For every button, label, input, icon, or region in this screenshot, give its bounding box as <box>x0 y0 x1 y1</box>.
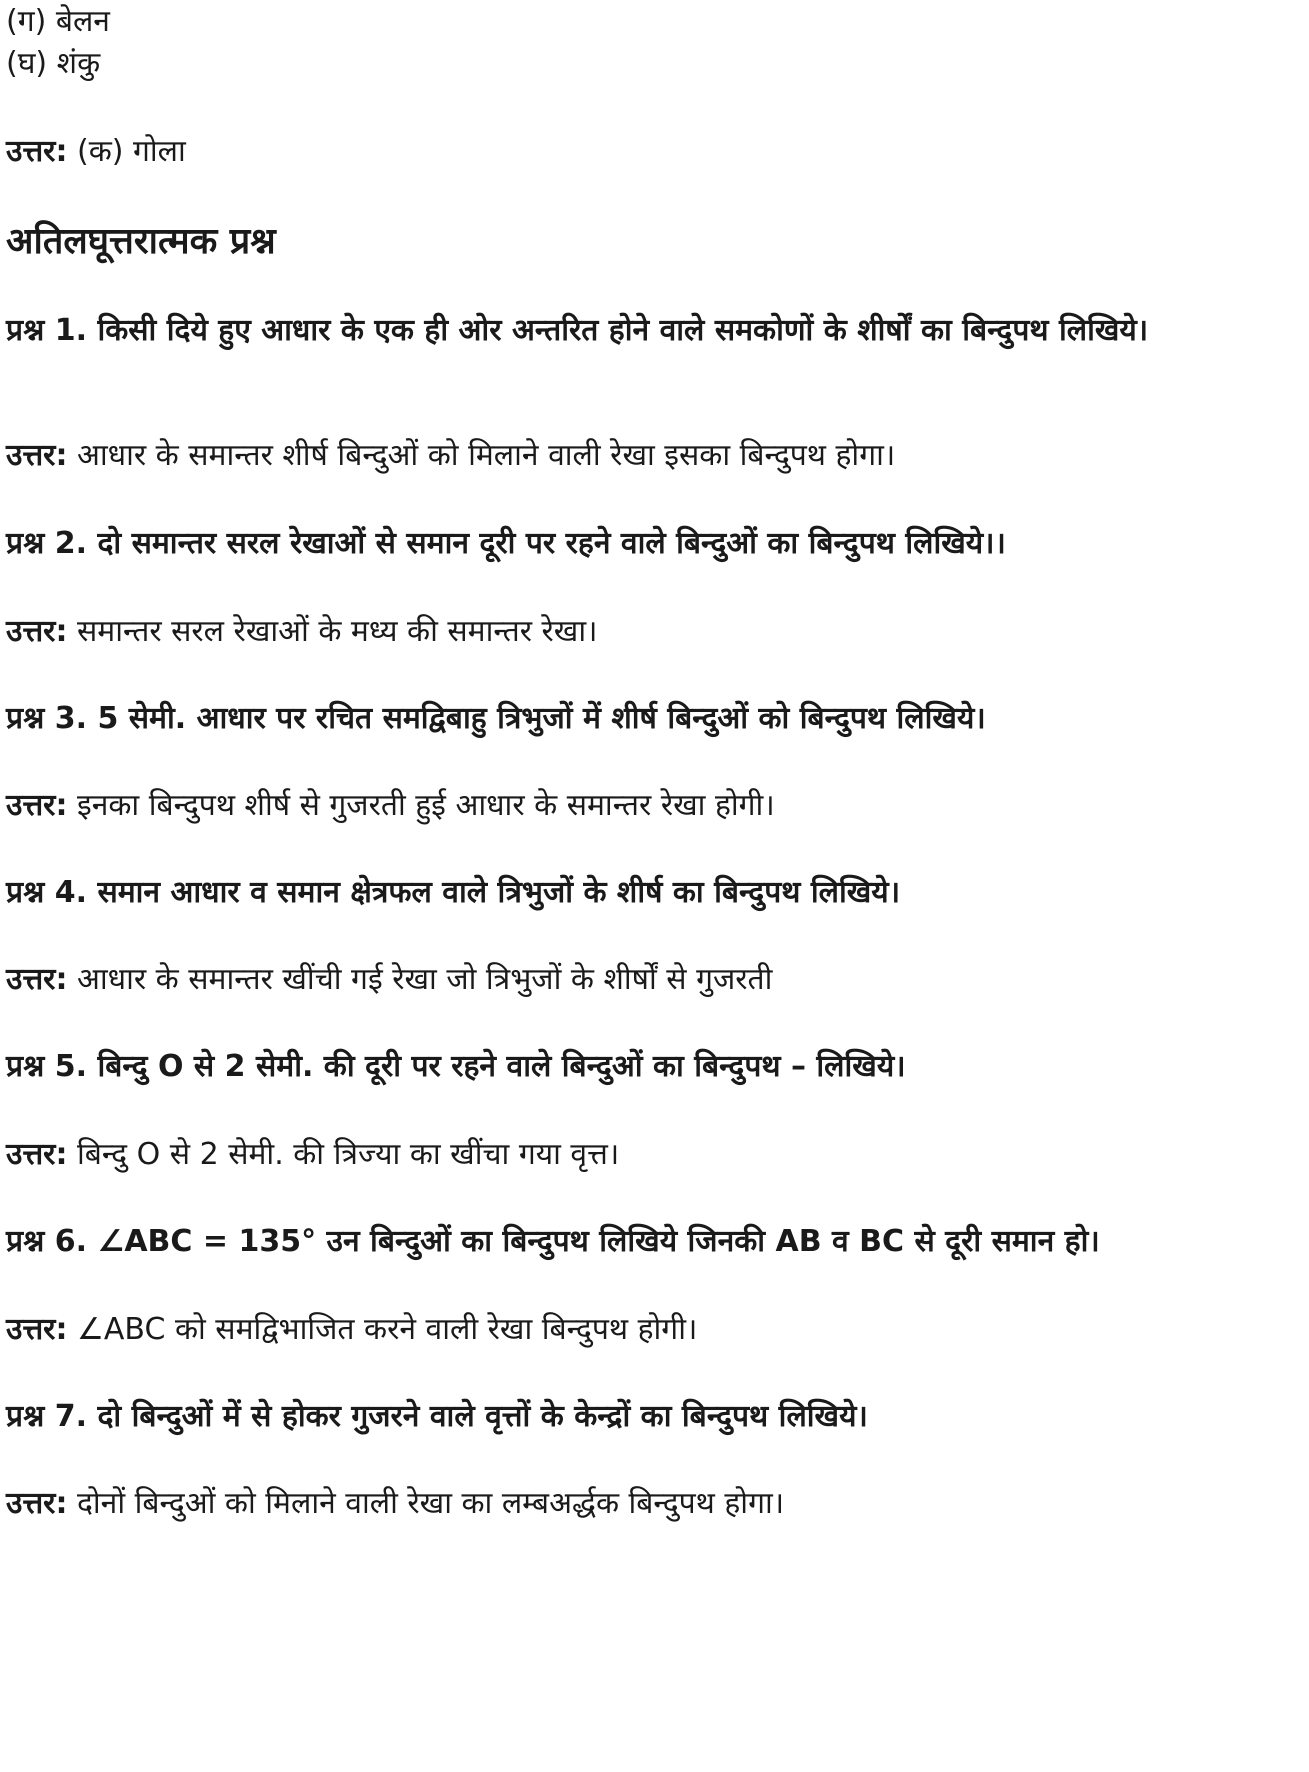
previous-answer <box>6 132 186 172</box>
answer-label: उत्तर: <box>6 1312 68 1347</box>
answer-7 <box>6 1484 784 1524</box>
answer-text: समान्तर सरल रेखाओं के मध्य की समान्तर रेखा। <box>76 614 598 649</box>
answer-text: ∠ABC को समद्विभाजित करने वाली रेखा बिन्दुपथ होगी। <box>76 1312 698 1347</box>
question-6: प्रश्न 6. ∠ABC = 135° उन बिन्दुओं का बिन्दुपथ लिखिये जिनकी AB व BC से दूरी समान हो। <box>6 1224 1100 1259</box>
answer-text: आधार के समान्तर शीर्ष बिन्दुओं को मिलाने वाली रेखा इसका बिन्दुपथ होगा। <box>76 438 896 473</box>
answer-5 <box>6 1135 619 1175</box>
answer-label: उत्तर: <box>6 1137 68 1172</box>
answer-text: आधार के समान्तर खींची गई रेखा जो त्रिभुजों के शीर्षों से गुजरती <box>76 962 773 997</box>
answer-2 <box>6 612 598 652</box>
question-5: प्रश्न 5. बिन्दु O से 2 सेमी. की दूरी पर रहने वाले बिन्दुओं का बिन्दुपथ – लिखिये। <box>6 1049 906 1084</box>
answer-3 <box>6 786 775 826</box>
answer-label: उत्तर: <box>6 614 68 649</box>
question-2: प्रश्न 2. दो समान्तर सरल रेखाओं से समान दूरी पर रहने वाले बिन्दुओं का बिन्दुपथ लिखिये।। <box>6 526 1006 561</box>
answer-text: बिन्दु O से 2 सेमी. की त्रिज्या का खींचा गया वृत्त। <box>76 1137 620 1172</box>
answer-6 <box>6 1310 697 1350</box>
answer-label: उत्तर: <box>6 438 68 473</box>
option-gha: (घ) शंकु <box>6 46 101 81</box>
answer-text: दोनों बिन्दुओं को मिलाने वाली रेखा का लम्बअर्द्धक बिन्दुपथ होगा। <box>76 1486 785 1521</box>
answer-1 <box>6 436 895 476</box>
answer-label: उत्तर: <box>6 962 68 997</box>
question-3: प्रश्न 3. 5 सेमी. आधार पर रचित समद्विबाहु त्रिभुजों में शीर्ष बिन्दुओं को बिन्दुपथ लिखिये। <box>6 701 986 736</box>
question-1: प्रश्न 1. किसी दिये हुए आधार के एक ही ओर अन्तरित होने वाले समकोणों के शीर्षों का बिन्दुपथ लिखिये। <box>6 313 1149 348</box>
answer-text: इनका बिन्दुपथ शीर्ष से गुजरती हुई आधार के समान्तर रेखा होगी। <box>76 788 775 823</box>
answer-label: उत्तर: <box>6 134 68 169</box>
answer-label: उत्तर: <box>6 1486 68 1521</box>
answer-text: (क) गोला <box>76 134 186 169</box>
answer-label: उत्तर: <box>6 788 68 823</box>
option-ga: (ग) बेलन <box>6 4 110 39</box>
section-heading: अतिलघूत्तरात्मक प्रश्न <box>6 221 276 262</box>
answer-4 <box>6 960 772 1000</box>
question-4: प्रश्न 4. समान आधार व समान क्षेत्रफल वाले त्रिभुजों के शीर्ष का बिन्दुपथ लिखिये। <box>6 875 901 910</box>
question-7: प्रश्न 7. दो बिन्दुओं में से होकर गुजरने वाले वृत्तों के केन्द्रों का बिन्दुपथ लिखिये। <box>6 1399 868 1434</box>
